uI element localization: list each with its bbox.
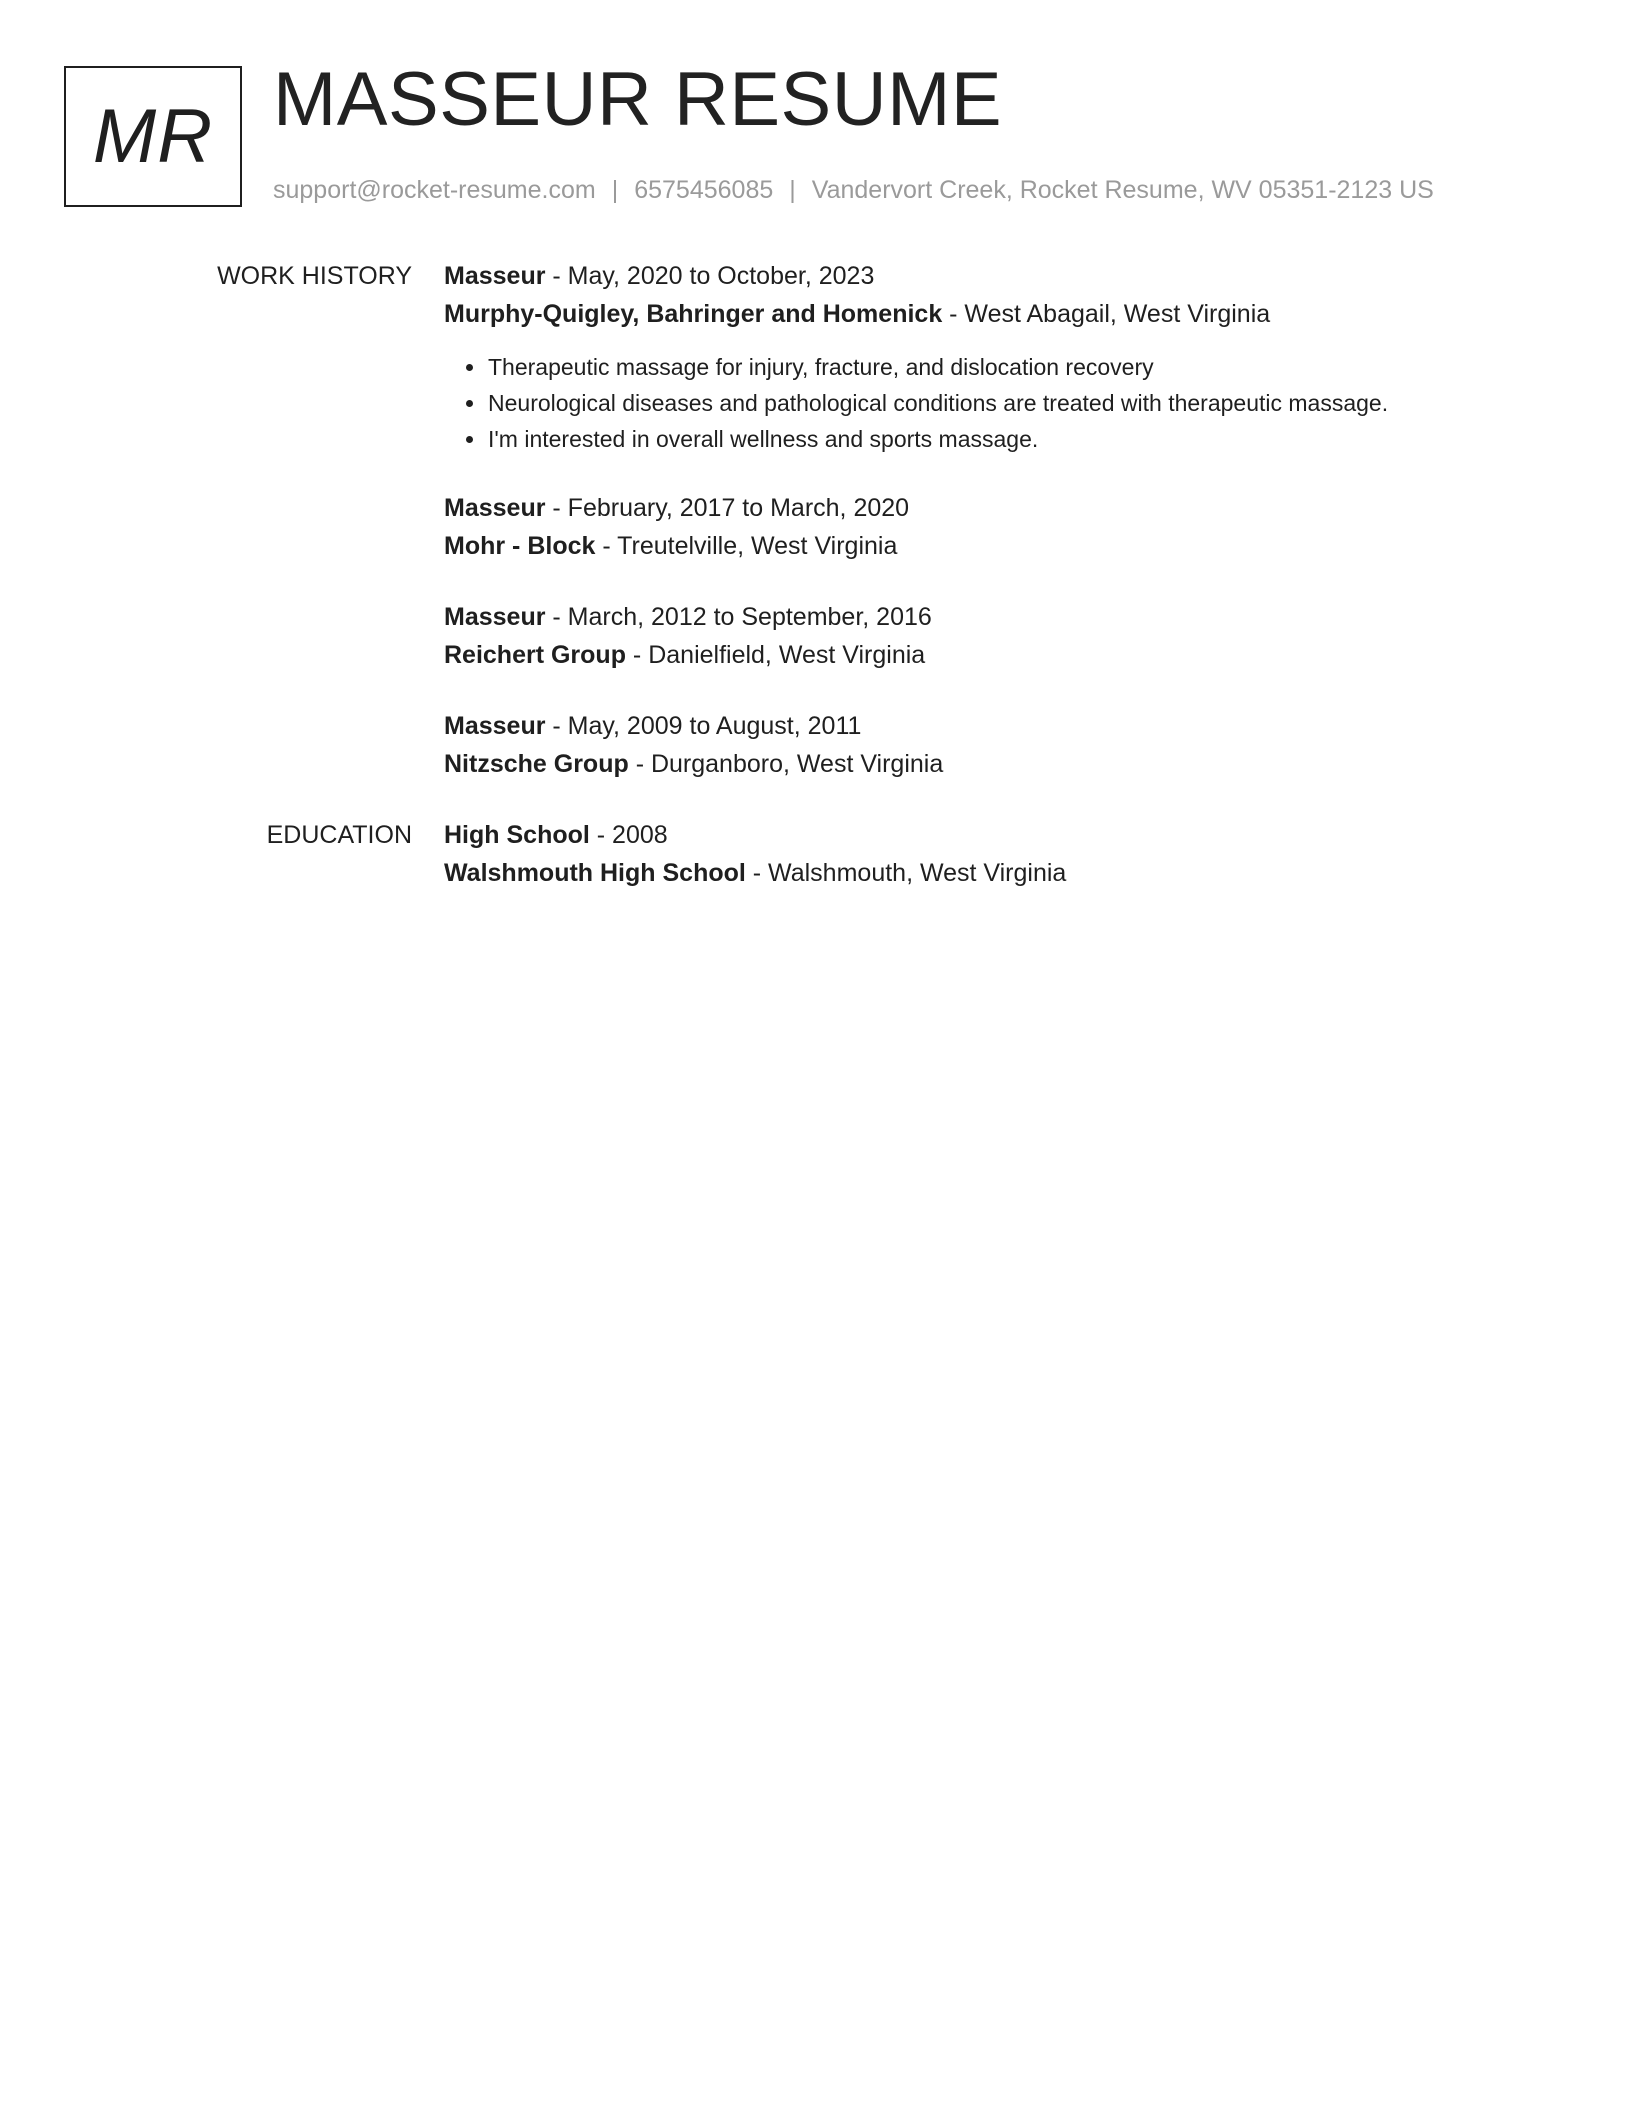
contact-address: Vandervort Creek, Rocket Resume, WV 05351-2123 US (811, 176, 1434, 204)
job-company-line (444, 745, 1564, 783)
job-location: - Danielfield, West Virginia (625, 641, 926, 669)
job-title-line (444, 707, 1564, 745)
job-bullet-list (444, 349, 1564, 457)
education-school-line (444, 854, 1564, 892)
job-bullet: • I'm interested in overall wellness and sports massage. (487, 421, 1564, 457)
job-entry (444, 598, 1564, 674)
contact-line (273, 173, 1434, 207)
section-label-work-history: WORK HISTORY (217, 262, 412, 290)
education-entry (444, 816, 1564, 892)
job-dates: - May, 2020 to October, 2023 (545, 262, 875, 290)
monogram-box (64, 66, 242, 207)
education-degree-line (444, 816, 1564, 854)
contact-separator: | (789, 176, 796, 204)
job-company-line (444, 295, 1564, 333)
section-label-education: EDUCATION (266, 821, 412, 849)
job-dates: - March, 2012 to September, 2016 (545, 603, 932, 631)
job-title: Masseur (444, 603, 546, 631)
job-title-line (444, 598, 1564, 636)
job-company: Mohr - Block (444, 532, 596, 560)
education-school: Walshmouth High School (444, 859, 746, 887)
job-company: Murphy-Quigley, Bahringer and Homenick (444, 300, 943, 328)
job-title: Masseur (444, 494, 546, 522)
job-company-line (444, 527, 1564, 565)
job-company-line (444, 636, 1564, 674)
job-location: - Durganboro, West Virginia (628, 750, 944, 778)
contact-separator: | (611, 176, 619, 204)
monogram-initials: MR (92, 93, 214, 179)
job-dates: - May, 2009 to August, 2011 (545, 712, 862, 740)
education-degree: High School (444, 821, 590, 849)
job-title-line (444, 257, 1564, 295)
job-company: Nitzsche Group (444, 750, 629, 778)
job-entry (444, 707, 1564, 783)
job-title-line (444, 489, 1564, 527)
education-location: - Walshmouth, West Virginia (745, 859, 1067, 887)
contact-email[interactable]: support@rocket-resume.com (273, 176, 596, 204)
job-dates: - February, 2017 to March, 2020 (545, 494, 910, 522)
job-title: Masseur (444, 712, 546, 740)
contact-phone[interactable]: 6575456085 (634, 176, 774, 204)
resume-title: MASSEUR RESUME (273, 57, 1003, 142)
job-title: Masseur (444, 262, 546, 290)
job-location: - West Abagail, West Virginia (942, 300, 1271, 328)
job-company: Reichert Group (444, 641, 626, 669)
job-entry (444, 257, 1564, 457)
job-location: - Treutelville, West Virginia (595, 532, 898, 560)
job-entry (444, 489, 1564, 565)
job-bullet: • Neurological diseases and pathological conditions are treated with therapeutic massage. (487, 385, 1564, 421)
education-year: - 2008 (589, 821, 668, 849)
job-bullet: • Therapeutic massage for injury, fracture, and dislocation recovery (487, 349, 1564, 385)
